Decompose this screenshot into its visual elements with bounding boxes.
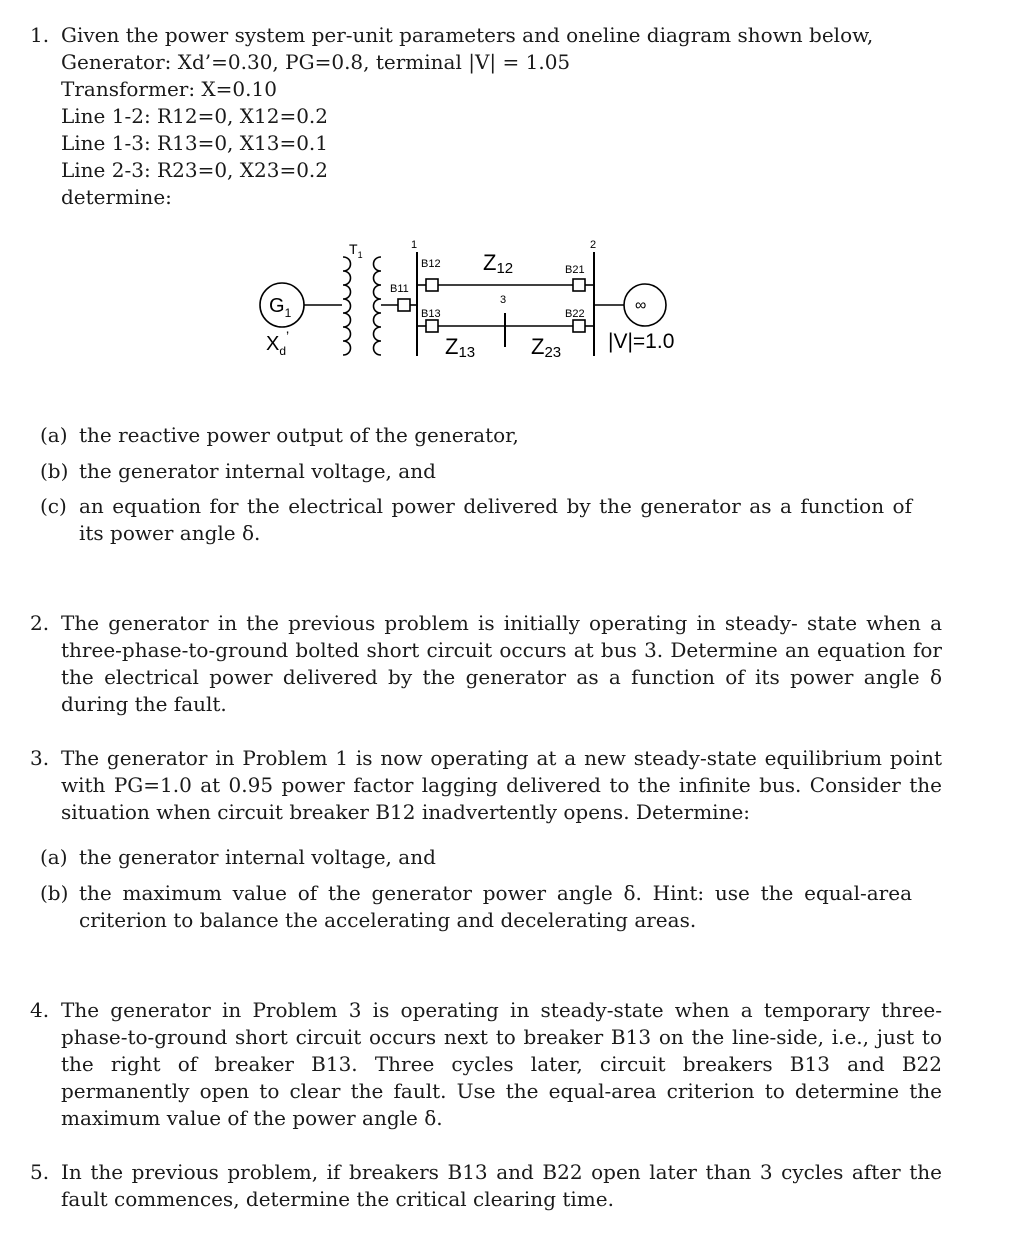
part-text: the generator internal voltage, and bbox=[79, 845, 436, 869]
part-label: (b) bbox=[40, 459, 69, 483]
z12-label: Z12 bbox=[483, 250, 514, 277]
problem-2 bbox=[30, 610, 942, 718]
problem-number: 3. bbox=[30, 746, 50, 770]
problem-number: 2. bbox=[30, 611, 50, 635]
b12-label: B12 bbox=[421, 258, 441, 270]
part-text: the maximum value of the generator power angle δ. Hint: use the equal-area criterion to balance the accelerating and decelerating areas. bbox=[79, 881, 912, 932]
bus-3-label: 3 bbox=[500, 294, 507, 306]
problem-number: 5. bbox=[30, 1160, 50, 1184]
problem-1-part-c bbox=[40, 493, 912, 547]
oneline-diagram bbox=[0, 230, 1018, 390]
b13-label: B13 bbox=[421, 308, 441, 320]
b21-label: B21 bbox=[565, 264, 585, 276]
breaker-b12 bbox=[426, 279, 438, 291]
part-text: an equation for the electrical power delivered by the generator as a function of its power angle δ. bbox=[79, 494, 912, 545]
infinity-icon: ∞ bbox=[635, 297, 647, 314]
part-text: the generator internal voltage, and bbox=[79, 459, 436, 483]
problem-4 bbox=[30, 997, 942, 1132]
xd-label: $X_d^’$ bbox=[266, 328, 290, 358]
problem-1-part-b bbox=[40, 458, 912, 485]
breaker-b22 bbox=[573, 320, 585, 332]
param-line-1-2: Line 1-2: R12=0, X12=0.2 bbox=[61, 104, 329, 128]
bus-2-label: 2 bbox=[590, 239, 597, 251]
param-generator: Generator: Xd’=0.30, PG=0.8, terminal |V| = 1.05 bbox=[61, 50, 571, 74]
problem-text: The generator in the previous problem is initially operating in steady- state when a three-phase-to-ground bolted short circuit occurs at bus 3. Determine an equation for the electrical power delivered by the generator as a function of its power angle δ during the fault. bbox=[61, 611, 942, 716]
problem-1-part-a bbox=[40, 422, 912, 449]
problem-1 bbox=[30, 22, 942, 211]
breaker-b13 bbox=[426, 320, 438, 332]
part-label: (c) bbox=[40, 494, 67, 518]
b22-label: B22 bbox=[565, 308, 585, 320]
problem-5 bbox=[30, 1159, 942, 1213]
part-label: (a) bbox=[40, 423, 68, 447]
z23-label: Z23 bbox=[531, 334, 562, 361]
bus-1-label: 1 bbox=[411, 239, 418, 251]
problem-3-part-b bbox=[40, 880, 912, 934]
breaker-b11 bbox=[398, 299, 410, 311]
transformer-secondary-coil bbox=[374, 257, 382, 355]
part-text: the reactive power output of the generator, bbox=[79, 423, 519, 447]
transformer-label: $T_1$ bbox=[349, 241, 363, 260]
problem-intro: Given the power system per-unit parameters and oneline diagram shown below, bbox=[61, 23, 874, 47]
transformer-primary-coil bbox=[343, 257, 351, 355]
problem-lead: determine: bbox=[61, 185, 172, 209]
infinite-bus-voltage-label: |V|=1.0 bbox=[608, 330, 675, 353]
param-line-2-3: Line 2-3: R23=0, X23=0.2 bbox=[61, 158, 329, 182]
part-label: (a) bbox=[40, 845, 68, 869]
part-label: (b) bbox=[40, 881, 69, 905]
param-line-1-3: Line 1-3: R13=0, X13=0.1 bbox=[61, 131, 329, 155]
problem-text: In the previous problem, if breakers B13 and B22 open later than 3 cycles after the fault commences, determine the critical clearing time. bbox=[61, 1160, 942, 1211]
problem-3 bbox=[30, 745, 942, 826]
problem-3-part-a bbox=[40, 844, 912, 871]
problem-text: The generator in Problem 3 is operating in steady-state when a temporary three-phase-to-ground short circuit occurs next to breaker B13 on the line-side, i.e., just to the right of breaker B13. Three cycles later, circuit breakers B13 and B22 permanently open to clear the fault. Use the equal-area criterion to determine the maximum value of the power angle δ. bbox=[61, 998, 942, 1130]
generator-label: $G_1$ bbox=[269, 295, 292, 320]
param-transformer: Transformer: X=0.10 bbox=[61, 77, 277, 101]
breaker-b21 bbox=[573, 279, 585, 291]
b11-label: B11 bbox=[390, 283, 409, 295]
z13-label: Z13 bbox=[445, 334, 476, 361]
problem-number: 4. bbox=[30, 998, 50, 1022]
problem-number: 1. bbox=[30, 23, 50, 47]
problem-text: The generator in Problem 1 is now operating at a new steady-state equilibrium point with PG=1.0 at 0.95 power factor lagging delivered to the infinite bus. Consider the situation when circuit breaker B12 inadvertently opens. Determine: bbox=[61, 746, 942, 824]
